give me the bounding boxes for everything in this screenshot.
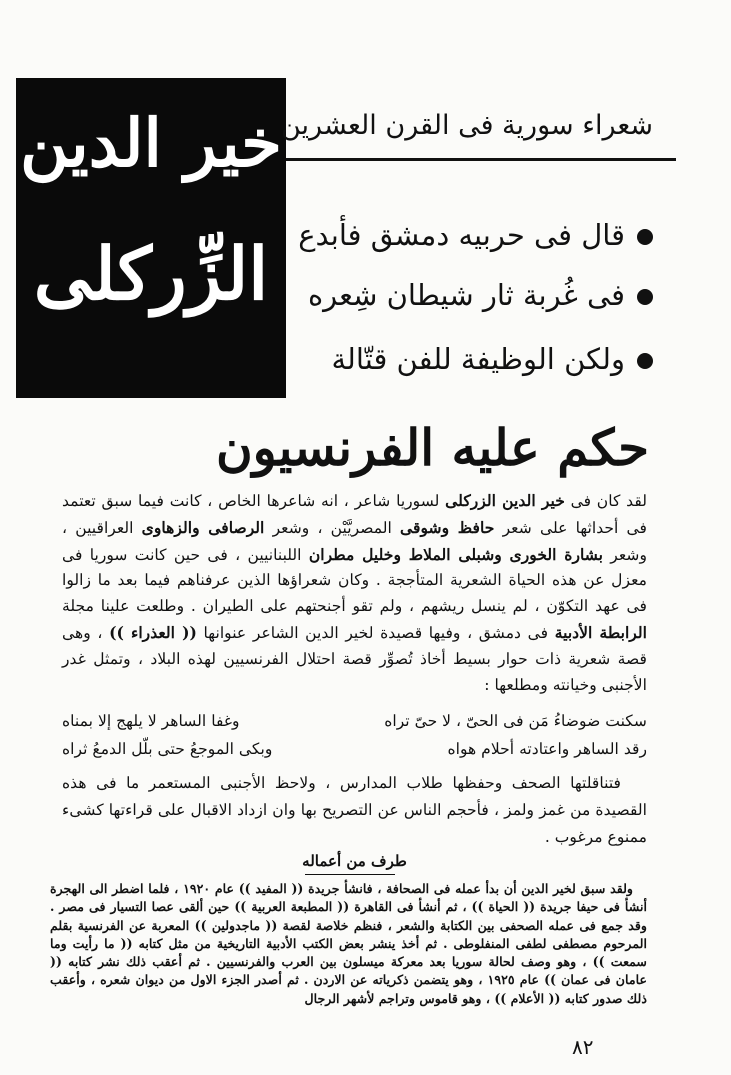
bullet-dot-icon — [637, 229, 653, 245]
verse-hemistich-second: وبكى الموجعُ حتى بلّل الدمعُ ثراه — [62, 740, 273, 758]
verse-line — [62, 712, 647, 736]
verse-line — [62, 740, 647, 764]
poet-name-line-2: الزِّركلى — [33, 231, 269, 316]
highlight-item — [298, 218, 653, 252]
poet-names-emphasis: حافظ وشوقى — [400, 517, 495, 537]
poet-names-emphasis: بشارة الخورى وشبلى الملاط وخليل مطران — [308, 544, 603, 564]
works-paragraph: ولقد سبق لخير الدين أن بدأ عمله فى الصحافة ، فانشأ جريدة (( المفيد )) عام ١٩٢٠ ، فلما اضطر الى الهجرة أنشأ فى حيفا جريدة (( الحياة )) ، ثم أنشأ فى القاهرة (( المطبعة العربية )) حين ألقى عصا التسيار فى مصر . وقد جمع فى عمله الصحفى بين الكتابة والشعر ، فنظم خلاصة لقصة (( ماجدولين )) المعربة عن الفرنسية بقلم المرحوم مصطفى لطفى المنفلوطى . ثم أخذ ينشر بعض الكتب الأدبية التاريخية من مثل كتابه (( ما رأيت وما سمعت )) ، وهو وصف لحالة سوريا بعد معركة ميسلون بين العرب والفرنسيين . ثم أعقب ذلك نشر كتابه (( عامان فى عمان )) عام ١٩٢٥ ، وهو يتضمن ذكرياته عن الاردن . ثم أصدر الجزء الاول من ديوان شعره ، وأعقب ذلك صدور كتابه (( الأعلام )) ، وهو قاموس وتراجم لأشهر الرجال — [50, 881, 647, 1006]
header-divider — [286, 158, 676, 161]
article-headline: حكم عليه الفرنسيون — [215, 418, 649, 477]
reception-paragraph: فتناقلتها الصحف وحفظها طلاب المدارس ، ولاحظ الأجنبى المستعمر ما فى هذه القصيدة من غمز ولمز ، فأحجم الناس عن التصريح بها وان ازداد الاقبال على قراءتها كشىء ممنوع مرغوب . — [62, 774, 647, 846]
poem-title-emphasis: (( العذراء )) — [109, 622, 197, 642]
highlight-item — [308, 278, 653, 312]
verse-hemistich-second: وغفا الساهر لا يلهج إلا بمناه — [62, 712, 240, 730]
highlight-text: قال فى حربيه دمشق فأبدع — [298, 218, 625, 252]
bullet-dot-icon — [637, 353, 653, 369]
highlight-text: فى غُربة ثار شيطان شِعره — [307, 278, 625, 312]
subheading-underline — [305, 874, 395, 875]
highlight-item — [331, 342, 653, 376]
verse-hemistich-first: سكنت ضوضاءُ مَن فى الحىّ ، لا حىّ تراه — [384, 712, 647, 730]
poet-name-line-1: خير الدين — [20, 104, 282, 182]
verse-hemistich-first: رقد الساهر واعتادته أحلام هواه — [447, 740, 647, 758]
poet-names-emphasis: الرصافى والزهاوى — [141, 517, 265, 537]
magazine-name-emphasis: الرابطة الأدبية — [554, 622, 647, 642]
highlight-text: ولكن الوظيفة للفن قتّالة — [331, 342, 625, 376]
poet-name-emphasis: خير الدين الزركلى — [445, 491, 565, 510]
series-title: شعراء سورية فى القرن العشرين — [280, 110, 653, 141]
bullet-dot-icon — [637, 289, 653, 305]
section-subheading: طرف من أعماله — [302, 852, 407, 870]
intro-paragraph: لقد كان فى خير الدين الزركلى لسوريا شاعر ، انه شاعرها الخاص ، كانت فيما سبق تعتمد فى أحداثها على شعر حافظ وشوقى المصريَّيْن ، وشعر الرصافى والزهاوى العراقيين ، وشعر بشارة الخورى وشبلى الملاط وخليل مطران اللبنانيين ، فى حين كانت سوريا فى معزل عن هذه الحياة الشعرية المتأججة . وكان شعراؤها الذين عرفناهم فيما بعد ما زالوا فى عهد التكوّن ، لم ينسل ريشهم ، ولم تقو أجنحتهم على الطيران . وطلعت علينا مجلة الرابطة الأدبية فى دمشق ، وفيها قصيدة لخير الدين الشاعر عنوانها (( العذراء )) ، وهى قصة شعرية ذات حوار بسيط أخاذ تُصوِّر قصة احتلال الفرنسيين لهذه البلاد ، وتمثل غدر الأجنبى وخيانته ومطلعها : — [62, 491, 648, 694]
page-number: ٨٢ — [572, 1035, 594, 1059]
